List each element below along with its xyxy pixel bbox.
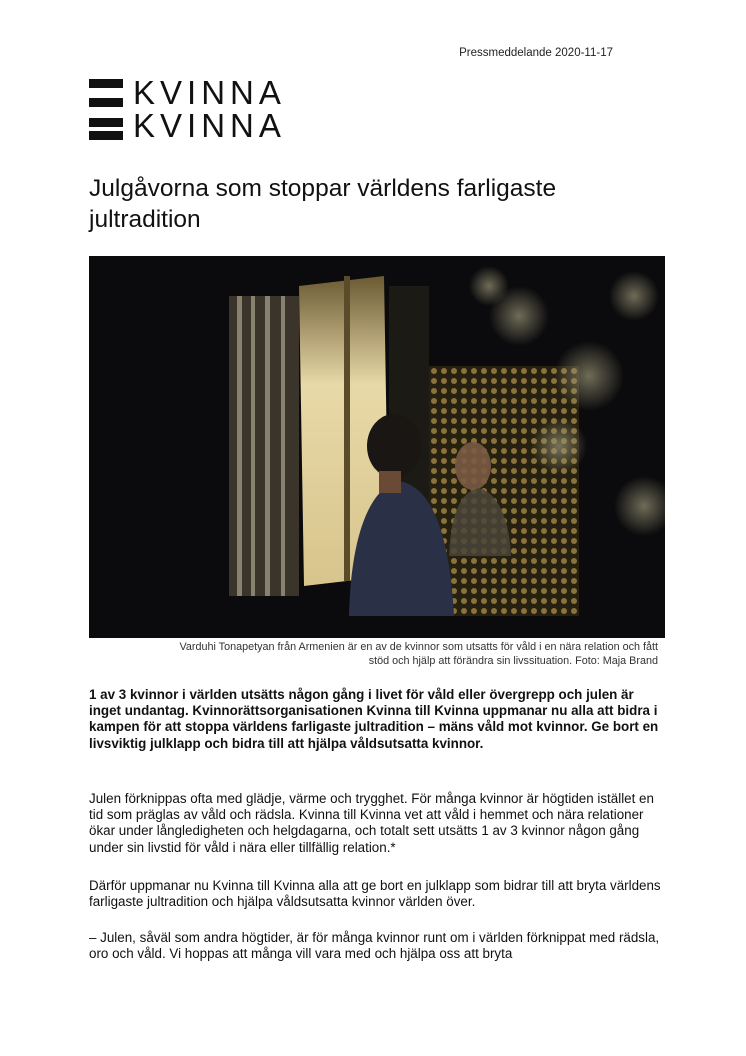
body-paragraph-2: Därför uppmanar nu Kvinna till Kvinna alla att ge bort en julklapp som bidrar till att bryta världens farligaste jultradition och hjälpa våldsutsatta kvinnor världen över. [89, 878, 661, 910]
article-photo [89, 256, 665, 638]
lead-paragraph: 1 av 3 kvinnor i världen utsätts någon gång i livet för våld eller övergrepp och julen är inget undantag. Kvinnorättsorganisationen Kvinna till Kvinna uppmanar nu alla att bidra i kampen för att stoppa världens farligaste jultradition – mäns våld mot kvinnor. Ge bort en livsviktig julklapp och bidra till att hjälpa våldsutsatta kvinnor. [89, 687, 659, 751]
image-caption [89, 640, 658, 668]
body-paragraph-1: Julen förknippas ofta med glädje, värme och trygghet. För många kvinnor är högtiden istället en tid som präglas av våld och rädsla. Kvinna till Kvinna vet att våld i hemmet och nära relationer ökar under långledigheten och helgdagarna, och totalt sett utsätts 1 av 3 kvinnor någon gång under sin livstid för våld i nära eller tillfällig relation.* [89, 791, 654, 855]
logo-word-top: KVINNA [133, 74, 286, 111]
image-caption-line-1: Varduhi Tonapetyan från Armenien är en av de kvinnor som utsatts för våld i en nära relation och fått [179, 641, 658, 653]
press-release-date: Pressmeddelande 2020-11-17 [459, 47, 613, 59]
logo-bars-icon [89, 78, 123, 140]
kvinna-till-kvinna-logo [89, 74, 329, 144]
body-paragraph-3: – Julen, såväl som andra högtider, är för många kvinnor runt om i världen förknippat med rädsla, oro och våld. Vi hoppas att många vill vara med och hjälpa oss att bryta [89, 930, 660, 962]
article-title: Julgåvorna som stoppar världens farligaste jultradition [89, 175, 557, 233]
image-caption-line-2: stöd och hjälp att förändra sin livssituation. Foto: Maja Brand [368, 655, 658, 667]
logo-word-bottom: KVINNA [133, 107, 286, 144]
